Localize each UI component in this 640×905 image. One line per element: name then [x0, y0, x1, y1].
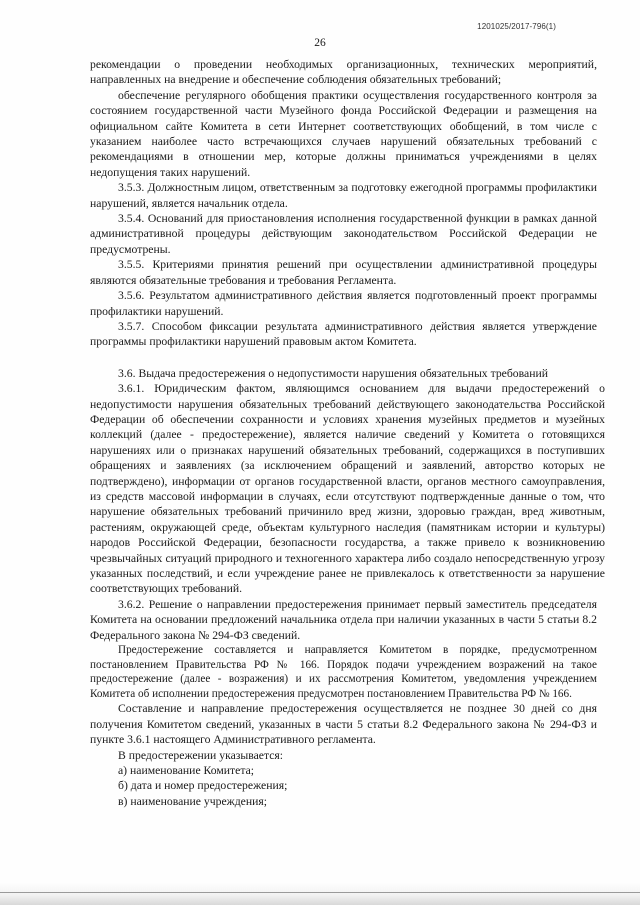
paragraph-recommendations: рекомендации о проведении необходимых организационных, технических мероприятий, направленных на внедрение и обеспечение соблюдения обязательных требований; [90, 58, 597, 87]
paragraph-3-5-4: 3.5.4. Оснований для приостановления исполнения государственной функции в рамках данной административной процедуры действующим законодательством Российской Федерации не предусмотрены. [90, 212, 597, 256]
document-registration-number: 1201025/2017-796(1) [477, 22, 556, 31]
paragraph-warning-procedure: Предостережение составляется и направляется Комитетом в порядке, предусмотренном постановлением Правительства РФ № 166. Порядок подачи учреждением возражений на такое предостережение (далее - возражения) и их рассмотрения Комитетом, уведомления учреждением Комитета об исполнении предостережения предусмотрен постановлением Правительства РФ № 166. [90, 644, 597, 700]
list-item-c: в) наименование учреждения; [118, 794, 267, 808]
paragraph-warning-contents-intro: В предостережении указывается: [118, 748, 284, 762]
paragraph-practice-generalization: обеспечение регулярного обобщения практики осуществления государственного контроля за состоянием государственной части Музейного фонда Российской Федерации и размещения на официальном сайте Комитета в сети Интернет соответствующих обобщений, в том числе с указанием наиболее часто встречающихся случаев нарушений обязательных требований с рекомендациями в отношении мер, которые должны приниматься учреждениями в целях недопущения таких нарушений. [90, 88, 597, 179]
section-heading-3-6: 3.6. Выдача предостережения о недопустимости нарушения обязательных требований [118, 366, 548, 380]
list-item-b: б) дата и номер предостережения; [118, 779, 288, 793]
document-body [90, 57, 605, 809]
paragraph-3-6-1: 3.6.1. Юридическим фактом, являющимся основанием для выдачи предостережений о недопустимости нарушения обязательных требований действующего законодательства Российской Федерации об обеспечении сохранности и условиях хранения музейных предметов и музейных коллекций (далее - предостережение), является наличие сведений у Комитета о готовящихся нарушениях или о признаках нарушений обязательных требований, содержащихся в поступивших обращениях и заявлениях (за исключением обращений и заявлений, авторство которых не подтверждено), информации от органов государственной власти, органов местного самоуправления, из средств массовой информации в случаях, если отсутствуют подтвержденные данные о том, что нарушение обязательных требований причинило вред жизни, здоровью граждан, вред животным, растениям, окружающей среде, объектам культурного наследия (памятникам истории и культуры) народов Российской Федерации, безопасности государства, а также привело к возникновению чрезвычайных ситуаций природного и техногенного характера либо создало непосредственную угрозу указанных последствий, и если учреждение ранее не привлекалось к ответственности за нарушение соответствующих требований. [90, 382, 605, 596]
paragraph-deadline: Составление и направление предостережения осуществляется не позднее 30 дней со дня получения Комитетом сведений, указанных в части 5 статьи 8.2 Федерального закона № 294-ФЗ и пункте 3.6.1 настоящего Административного регламента. [90, 702, 597, 747]
paragraph-3-5-3: 3.5.3. Должностным лицом, ответственным за подготовку ежегодной программы профилактики нарушений, является начальник отдела. [90, 181, 597, 210]
page-number: 26 [314, 37, 326, 49]
paragraph-3-5-6: 3.5.6. Результатом административного действия является подготовленный проект программы профилактики нарушений. [90, 289, 597, 318]
list-item-a: а) наименование Комитета; [118, 764, 255, 778]
paragraph-3-6-2: 3.6.2. Решение о направлении предостережения принимает первый заместитель председателя Комитета на основании предложений начальника отдела при наличии указанных в части 5 статьи 8.2 Федерального закона № 294-ФЗ сведений. [90, 597, 597, 642]
paragraph-3-5-5: 3.5.5. Критериями принятия решений при осуществлении административной процедуры являются обязательные требования и требования Регламента. [90, 258, 597, 287]
scan-edge-line [0, 892, 640, 893]
paragraph-3-5-7: 3.5.7. Способом фиксации результата административного действия является утверждение программы профилактики нарушений правовым актом Комитета. [90, 319, 597, 349]
scan-bottom-edge [0, 883, 640, 905]
